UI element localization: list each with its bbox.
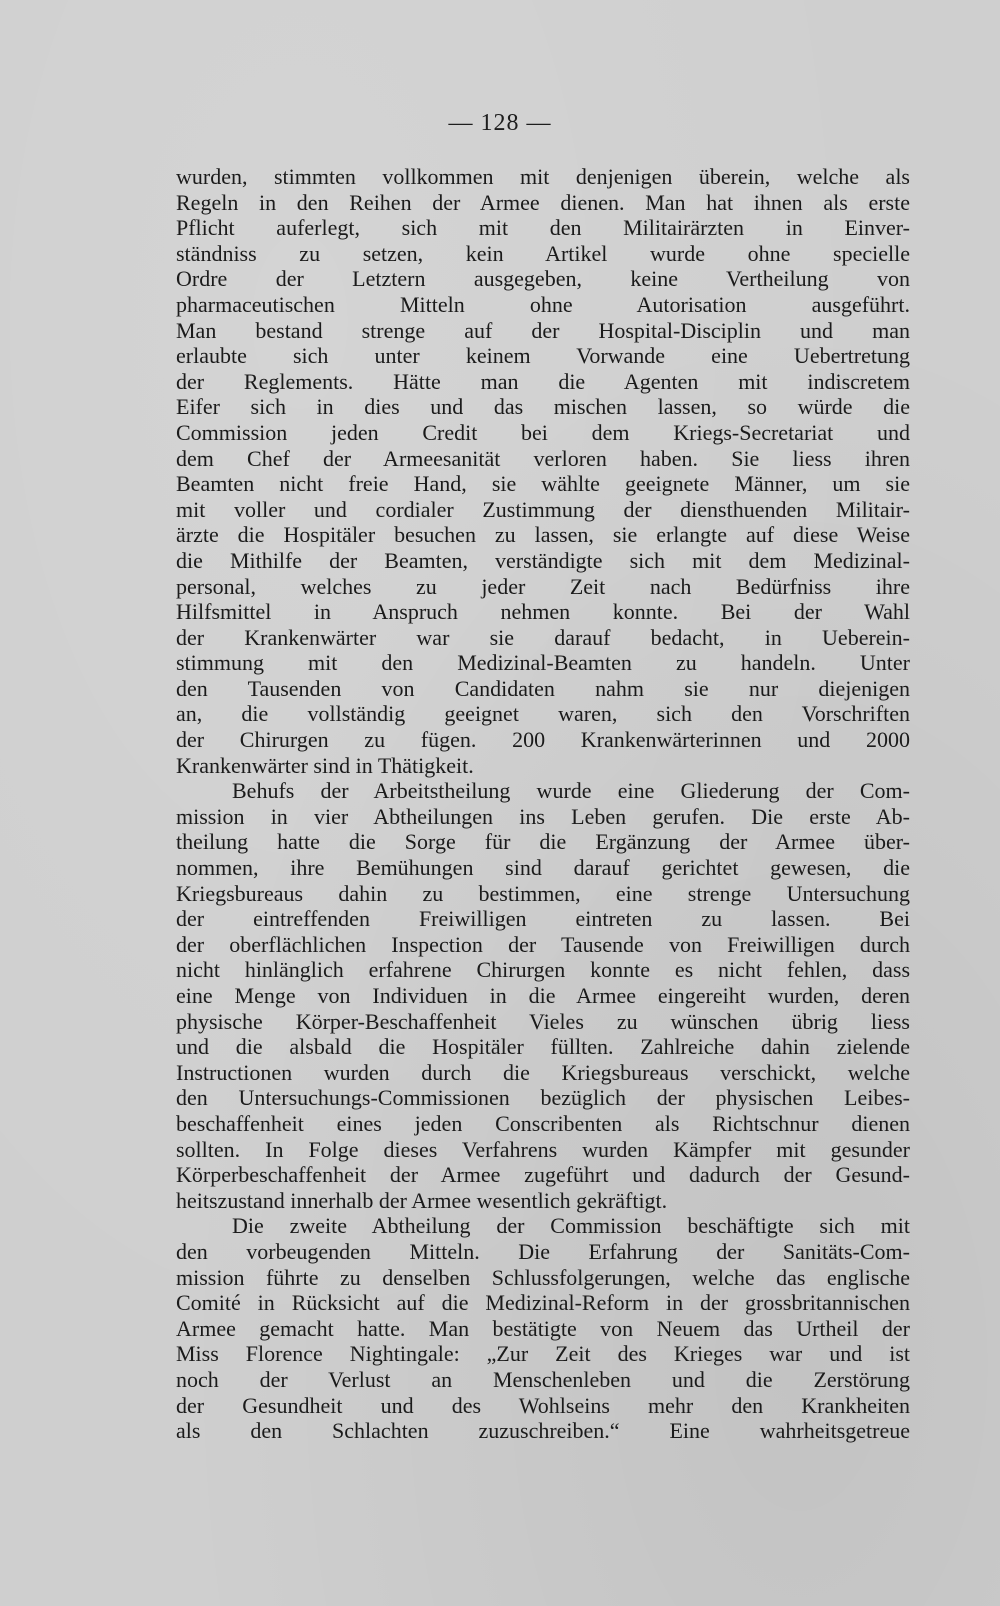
text-line: theilung hatte die Sorge für die Ergänzung der Armee über- bbox=[176, 829, 910, 855]
text-line: Krankenwärter sind in Thätigkeit. bbox=[176, 752, 474, 778]
text-line: sollten. In Folge dieses Verfahrens wurden Kämpfer mit gesunder bbox=[176, 1136, 910, 1162]
text-line: Hilfsmittel in Anspruch nehmen konnte. Bei der Wahl bbox=[176, 599, 910, 625]
text-line: Kriegsbureaus dahin zu bestimmen, eine strenge Untersuchung bbox=[176, 880, 910, 906]
paragraph bbox=[176, 164, 910, 778]
text-line: den Tausenden von Candidaten nahm sie nur diejenigen bbox=[176, 675, 910, 701]
text-line: an, die vollständig geeignet waren, sich den Vorschriften bbox=[176, 701, 910, 727]
text-line: Eifer sich in dies und das mischen lassen, so würde die bbox=[176, 394, 910, 420]
text-line: ständniss zu setzen, kein Artikel wurde ohne specielle bbox=[176, 240, 910, 266]
paragraph bbox=[176, 1213, 910, 1443]
text-line: mit voller und cordialer Zustimmung der diensthuenden Militair- bbox=[176, 496, 910, 522]
text-line: nicht hinlänglich erfahrene Chirurgen konnte es nicht fehlen, dass bbox=[176, 957, 910, 983]
text-line: Man bestand strenge auf der Hospital-Disciplin und man bbox=[176, 317, 910, 343]
text-line: Instructionen wurden durch die Kriegsbureaus verschickt, welche bbox=[176, 1059, 910, 1085]
text-line: heitszustand innerhalb der Armee wesentlich gekräftigt. bbox=[176, 1187, 668, 1213]
text-line: Commission jeden Credit bei dem Kriegs-Secretariat und bbox=[176, 419, 910, 445]
text-line: Behufs der Arbeitstheilung wurde eine Gliederung der Com- bbox=[232, 778, 910, 804]
text-line: stimmung mit den Medizinal-Beamten zu handeln. Unter bbox=[176, 650, 910, 676]
text-line: Körperbeschaffenheit der Armee zugeführt und dadurch der Gesund- bbox=[176, 1162, 910, 1188]
text-line: nommen, ihre Bemühungen sind darauf gerichtet gewesen, die bbox=[176, 855, 910, 881]
text-line: personal, welches zu jeder Zeit nach Bedürfniss ihre bbox=[176, 573, 910, 599]
text-line: dem Chef der Armeesanität verloren haben. Sie liess ihren bbox=[176, 445, 910, 471]
text-line: physische Körper-Beschaffenheit Vieles zu wünschen übrig liess bbox=[176, 1008, 910, 1034]
text-line: erlaubte sich unter keinem Vorwande eine Uebertretung bbox=[176, 343, 910, 369]
text-line: der Chirurgen zu fügen. 200 Krankenwärterinnen und 2000 bbox=[176, 727, 910, 753]
text-line: den Untersuchungs-Commissionen bezüglich der physischen Leibes- bbox=[176, 1085, 910, 1111]
text-line: ärzte die Hospitäler besuchen zu lassen, sie erlangte auf diese Weise bbox=[176, 522, 910, 548]
text-line: die Mithilfe der Beamten, verständigte sich mit dem Medizinal- bbox=[176, 547, 910, 573]
text-line: mission in vier Abtheilungen ins Leben gerufen. Die erste Ab- bbox=[176, 803, 910, 829]
text-line: der Reglements. Hätte man die Agenten mit indiscretem bbox=[176, 368, 910, 394]
page-number: — 128 — bbox=[448, 110, 552, 136]
text-line: den vorbeugenden Mitteln. Die Erfahrung der Sanitäts-Com- bbox=[176, 1238, 910, 1264]
text-line: der Gesundheit und des Wohlseins mehr den Krankheiten bbox=[176, 1392, 910, 1418]
text-line: Die zweite Abtheilung der Commission beschäftigte sich mit bbox=[232, 1213, 910, 1239]
body-text bbox=[176, 164, 910, 1444]
text-line: der Krankenwärter war sie darauf bedacht, in Ueberein- bbox=[176, 624, 910, 650]
text-line: Regeln in den Reihen der Armee dienen. Man hat ihnen als erste bbox=[176, 189, 910, 215]
text-line: Ordre der Letztern ausgegeben, keine Vertheilung von bbox=[176, 266, 910, 292]
text-line: Armee gemacht hatte. Man bestätigte von Neuem das Urtheil der bbox=[176, 1315, 910, 1341]
text-line: der oberflächlichen Inspection der Tausende von Freiwilligen durch bbox=[176, 931, 910, 957]
text-line: Miss Florence Nightingale: „Zur Zeit des Krieges war und ist bbox=[176, 1341, 910, 1367]
text-line: pharmaceutischen Mitteln ohne Autorisation ausgeführt. bbox=[176, 291, 910, 317]
text-line: als den Schlachten zuzuschreiben.“ Eine wahrheitsgetreue bbox=[176, 1418, 910, 1444]
text-line: beschaffenheit eines jeden Conscribenten als Richtschnur dienen bbox=[176, 1110, 910, 1136]
text-line: und die alsbald die Hospitäler füllten. Zahlreiche dahin zielende bbox=[176, 1034, 910, 1060]
text-line: eine Menge von Individuen in die Armee eingereiht wurden, deren bbox=[176, 983, 910, 1008]
paragraph bbox=[176, 778, 910, 1213]
text-line: Pflicht auferlegt, sich mit den Militairärzten in Einver- bbox=[176, 215, 910, 241]
text-line: mission führte zu denselben Schlussfolgerungen, welche das englische bbox=[176, 1264, 910, 1290]
text-line: der eintreffenden Freiwilligen eintreten zu lassen. Bei bbox=[176, 906, 910, 932]
text-line: Comité in Rücksicht auf die Medizinal-Reform in der grossbritannischen bbox=[176, 1290, 910, 1316]
text-line: noch der Verlust an Menschenleben und die Zerstörung bbox=[176, 1366, 910, 1392]
text-line: Beamten nicht freie Hand, sie wählte geeignete Männer, um sie bbox=[176, 471, 910, 497]
text-line: wurden, stimmten vollkommen mit denjenigen überein, welche als bbox=[176, 164, 910, 189]
